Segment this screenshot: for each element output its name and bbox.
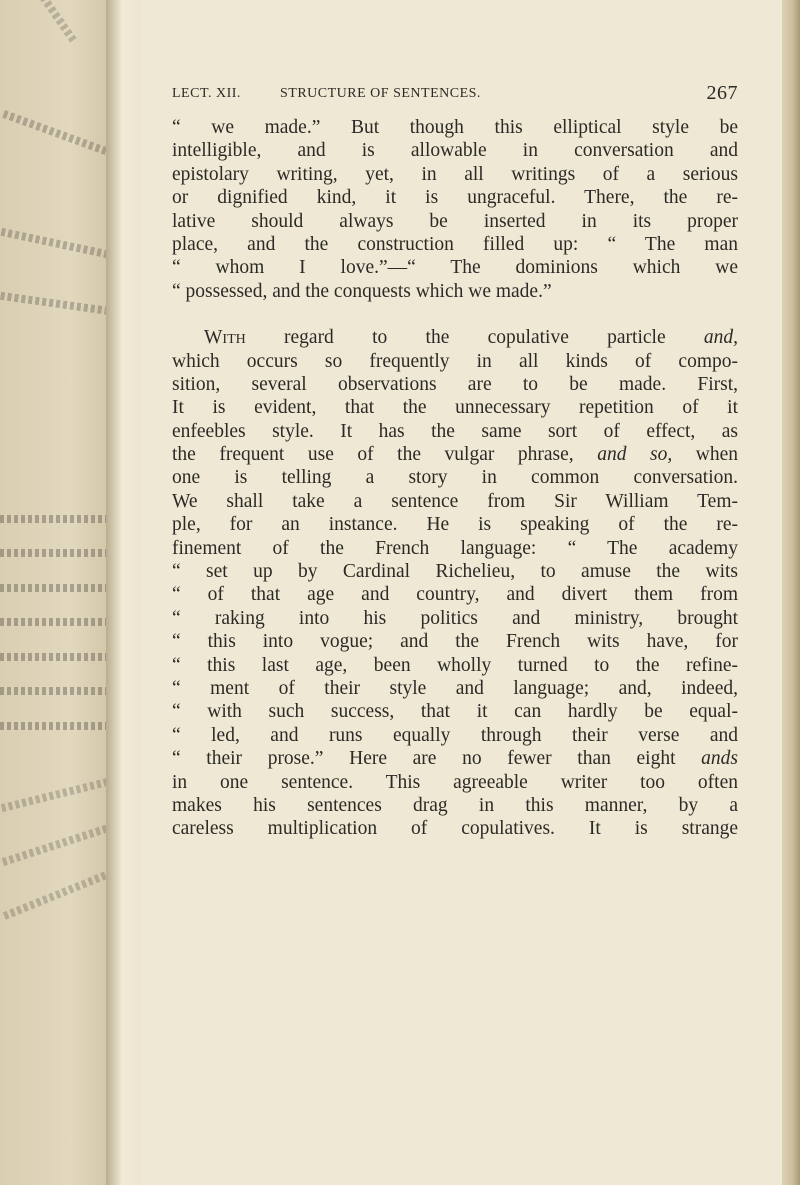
bleed-through-text bbox=[1, 776, 117, 812]
text-line: intelligible, and is allowable in conversation and bbox=[172, 140, 738, 162]
bleed-through-text bbox=[3, 868, 115, 920]
bleed-through-text bbox=[0, 687, 118, 695]
italic-phrase: and so, bbox=[597, 444, 673, 466]
bleed-through-text bbox=[2, 110, 116, 158]
text-fragment: “ their prose.” Here are no fewer than eight bbox=[172, 748, 702, 770]
text-line: “ raking into his politics and ministry, brought bbox=[172, 607, 738, 629]
text-line: makes his sentences drag in this manner, by a bbox=[172, 794, 738, 816]
body-text bbox=[172, 116, 738, 841]
text-line bbox=[172, 747, 738, 770]
book-gutter bbox=[106, 0, 142, 1185]
text-line: which occurs so frequently in all kinds of compo- bbox=[172, 350, 738, 372]
text-line: one is telling a story in common conversation. bbox=[172, 467, 738, 489]
text-line: “ set up by Cardinal Richelieu, to amuse the wits bbox=[172, 561, 738, 583]
text-line: in one sentence. This agreeable writer too often bbox=[172, 771, 738, 793]
text-line: ple, for an instance. He is speaking of the re- bbox=[172, 514, 738, 536]
bleed-through-text bbox=[0, 515, 118, 523]
text-line: careless multiplication of copulatives. It is strange bbox=[172, 818, 738, 840]
bleed-through-text bbox=[0, 653, 118, 661]
paragraph-gap bbox=[172, 303, 738, 326]
text-line: “ this last age, been wholly turned to the refine- bbox=[172, 654, 738, 676]
text-line: “ whom I love.”—“ The dominions which we bbox=[172, 257, 738, 279]
bleed-through-text bbox=[32, 0, 79, 45]
facing-page-edge bbox=[0, 0, 118, 1185]
text-line: “ ment of their style and language; and, indeed, bbox=[172, 677, 738, 699]
text-line: “ led, and runs equally through their verse and bbox=[172, 724, 738, 746]
text-line: finement of the French language: “ The academy bbox=[172, 537, 738, 559]
text-line bbox=[172, 326, 738, 349]
italic-word: ands bbox=[701, 748, 738, 770]
text-line: place, and the construction filled up: “ The man bbox=[172, 233, 738, 255]
running-head bbox=[172, 82, 738, 108]
text-line bbox=[172, 443, 738, 466]
book-page bbox=[142, 0, 782, 1185]
text-line: It is evident, that the unnecessary repetition of it bbox=[172, 397, 738, 419]
text-fragment: when bbox=[672, 444, 738, 466]
text-line: We shall take a sentence from Sir William Tem- bbox=[172, 490, 738, 512]
text-line: “ possessed, and the conquests which we made.” bbox=[172, 280, 552, 302]
page-stack-edge bbox=[782, 0, 800, 1185]
bleed-through-text bbox=[0, 549, 118, 557]
text-line: sition, several observations are to be made. First, bbox=[172, 373, 738, 395]
page-number: 267 bbox=[706, 82, 738, 104]
bleed-through-text bbox=[0, 228, 117, 260]
text-line: lative should always be inserted in its proper bbox=[172, 210, 738, 232]
bleed-through-text bbox=[0, 618, 118, 626]
text-line: “ with such success, that it can hardly be equal- bbox=[172, 701, 738, 723]
lecture-label: LECT. XII. bbox=[172, 86, 241, 101]
text-line: enfeebles style. It has the same sort of effect, as bbox=[172, 420, 738, 442]
bleed-through-text bbox=[0, 722, 118, 730]
bleed-through-text bbox=[0, 292, 118, 316]
text-fragment: the frequent use of the vulgar phrase, bbox=[172, 444, 598, 466]
text-line: “ this into vogue; and the French wits have, for bbox=[172, 631, 738, 653]
text-line: “ we made.” But though this elliptical style be bbox=[172, 117, 738, 138]
drop-word: With bbox=[204, 327, 246, 349]
text-line: epistolary writing, yet, in all writings of a serious bbox=[172, 163, 738, 185]
bleed-through-text bbox=[0, 584, 118, 592]
text-line: or dignified kind, it is ungraceful. There, the re- bbox=[172, 187, 738, 209]
chapter-title: STRUCTURE OF SENTENCES. bbox=[280, 86, 481, 101]
text-line: “ of that age and country, and divert them from bbox=[172, 584, 738, 606]
italic-word: and, bbox=[703, 327, 738, 349]
bleed-through-text bbox=[2, 822, 117, 866]
text-fragment: regard to the copulative particle bbox=[245, 327, 704, 349]
